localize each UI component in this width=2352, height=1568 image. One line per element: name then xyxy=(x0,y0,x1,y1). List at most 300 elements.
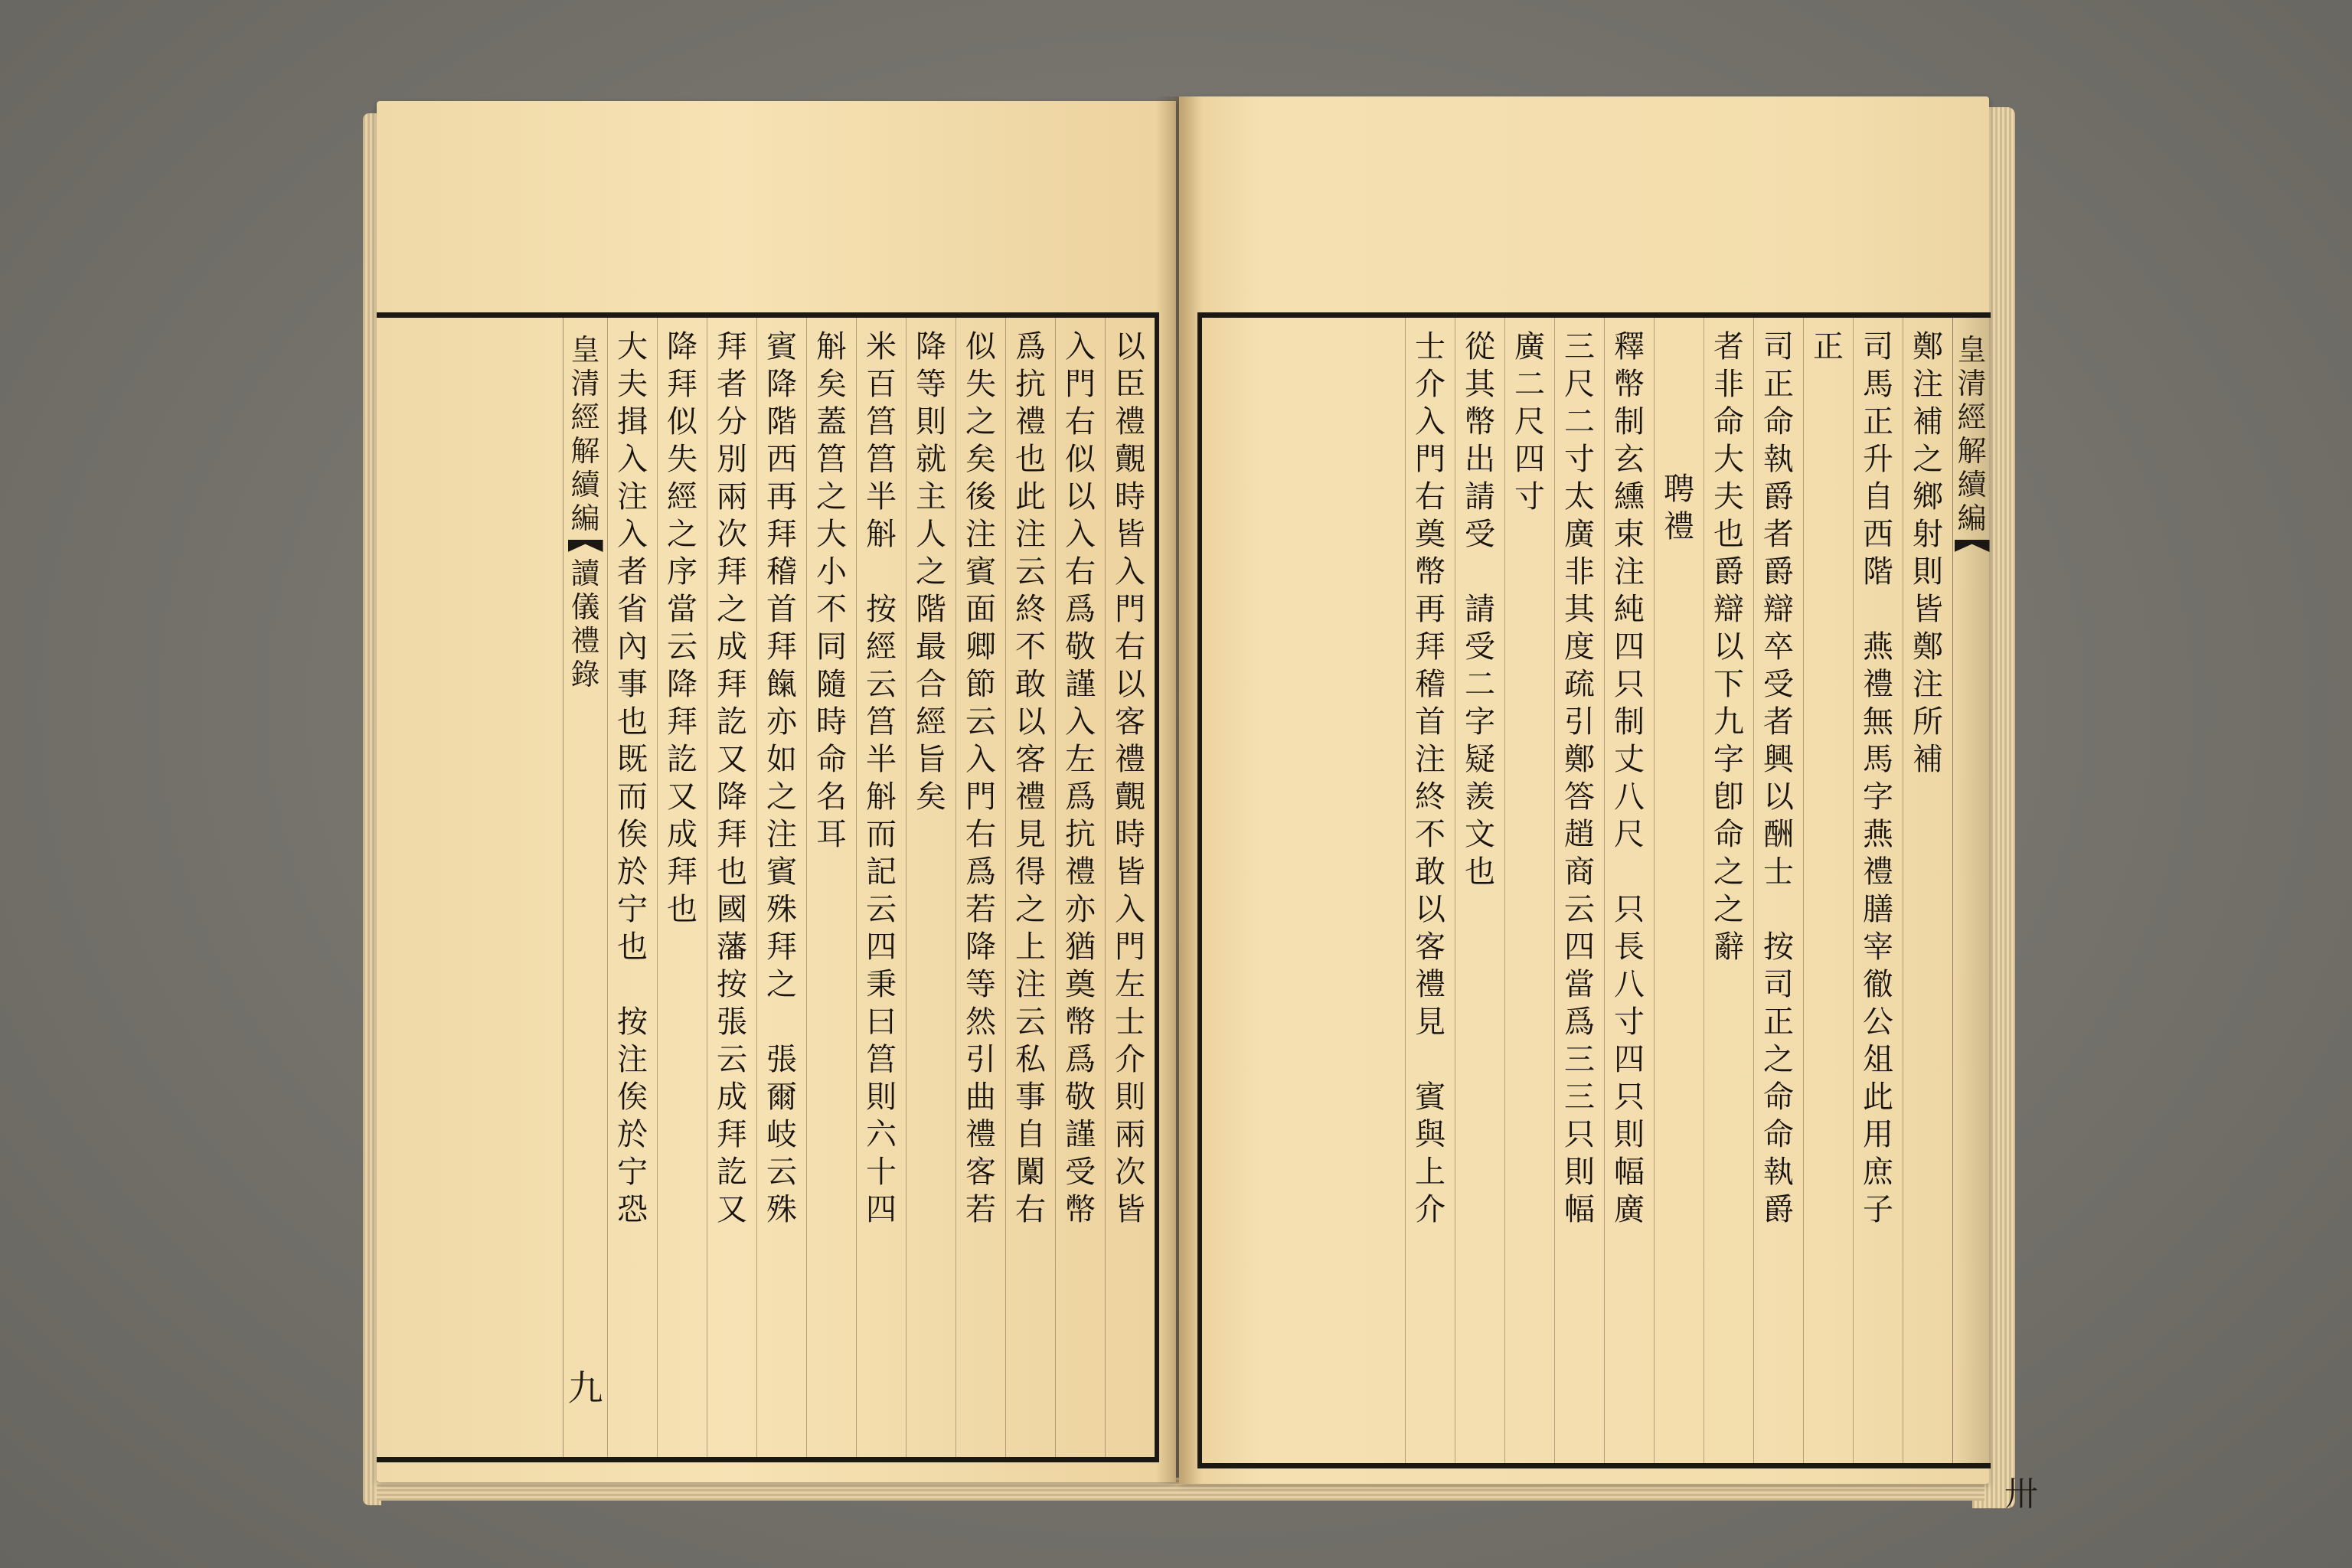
fishtail-mark-icon xyxy=(568,540,603,552)
text-char: 抗 xyxy=(1065,817,1096,852)
text-char: 再 xyxy=(766,479,797,514)
text-char: 成 xyxy=(717,629,747,665)
text-char: 似 xyxy=(1065,442,1096,477)
text-char: 出 xyxy=(1465,442,1495,477)
text-char: 六 xyxy=(866,1117,897,1152)
text-char: 士 xyxy=(1115,1004,1145,1040)
text-char: 敢 xyxy=(1415,854,1446,890)
text-char: 客 xyxy=(965,1155,996,1190)
text-char: 見 xyxy=(1015,817,1046,852)
text-char: 拜 xyxy=(667,854,697,890)
text-char: 耳 xyxy=(816,817,847,852)
text-char: 四 xyxy=(866,1192,897,1227)
text-char: 禮 xyxy=(1015,404,1046,439)
banner-title-char: 編 xyxy=(1957,501,1987,535)
text-char: 拜 xyxy=(667,704,697,740)
text-char: 拜 xyxy=(766,517,797,552)
text-char: 介 xyxy=(1415,1192,1446,1227)
text-char: 以 xyxy=(1763,779,1794,815)
text-char: 束 xyxy=(1614,517,1645,552)
text-char: 旨 xyxy=(916,742,946,777)
text-char: 之 xyxy=(1015,892,1046,927)
text-char: 宰 xyxy=(1863,929,1893,965)
text-char: 士 xyxy=(1415,329,1446,364)
text-char: 字 xyxy=(1713,742,1744,777)
text-char: 幣 xyxy=(1415,554,1446,590)
text-char: 左 xyxy=(1115,967,1145,1002)
text-char: 司 xyxy=(1863,329,1893,364)
text-char: 當 xyxy=(667,592,697,627)
text-char: 射 xyxy=(1913,517,1943,552)
text-char: 亦 xyxy=(1065,892,1096,927)
text-char: 廣 xyxy=(1564,517,1595,552)
text-char: 訖 xyxy=(717,1155,747,1190)
text-char: 次 xyxy=(1115,1155,1145,1190)
text-char: 辯 xyxy=(1763,592,1794,627)
text-char xyxy=(608,966,657,1004)
text-char: 賓 xyxy=(766,854,797,890)
text-char: 次 xyxy=(717,517,747,552)
text-char: 後 xyxy=(965,479,996,514)
text-char: 內 xyxy=(617,629,648,665)
text-char: 酬 xyxy=(1763,817,1794,852)
text-char: 拜 xyxy=(766,629,797,665)
text-char: 注 xyxy=(1913,667,1943,702)
text-char: 入 xyxy=(1115,892,1145,927)
text-char: 階 xyxy=(766,404,797,439)
text-char: 云 xyxy=(667,629,697,665)
text-char xyxy=(857,554,906,591)
text-char: 殊 xyxy=(766,892,797,927)
text-char: 記 xyxy=(866,854,897,890)
text-char xyxy=(1854,591,1903,629)
text-char: 寸 xyxy=(1564,442,1595,477)
text-char: 十 xyxy=(866,1155,897,1190)
text-char: 覿 xyxy=(1115,779,1145,815)
text-char: 門 xyxy=(1115,592,1145,627)
text-char: 四 xyxy=(1514,442,1545,477)
text-char: 降 xyxy=(916,329,946,364)
text-char: 名 xyxy=(816,779,847,815)
text-char: 注 xyxy=(1614,554,1645,590)
text-char: 不 xyxy=(1015,629,1046,665)
text-char: 注 xyxy=(1913,367,1943,402)
text-column xyxy=(1853,318,1903,1463)
text-char: 執 xyxy=(1763,442,1794,477)
text-column xyxy=(607,318,657,1457)
text-char: 也 xyxy=(667,892,697,927)
left-text-frame xyxy=(377,312,1159,1462)
text-column xyxy=(956,318,1005,1457)
text-char: 云 xyxy=(1564,892,1595,927)
text-char: 上 xyxy=(1015,929,1046,965)
text-char: 門 xyxy=(1065,367,1096,402)
text-char: 制 xyxy=(1614,704,1645,740)
text-char: 拜 xyxy=(717,329,747,364)
text-char: 引 xyxy=(1564,704,1595,740)
text-char: 三 xyxy=(1564,1042,1595,1077)
text-char: 幅 xyxy=(1564,1192,1595,1227)
text-char: 升 xyxy=(1863,442,1893,477)
text-char: 庶 xyxy=(1863,1155,1893,1190)
text-char: 鄉 xyxy=(1913,479,1943,514)
text-char: 得 xyxy=(1015,854,1046,890)
text-char: 廣 xyxy=(1614,1192,1645,1227)
text-char: 司 xyxy=(1763,329,1794,364)
text-column xyxy=(1455,318,1504,1463)
banner-title-char: 經 xyxy=(1957,400,1987,434)
banner-section-char: 讀 xyxy=(570,557,600,590)
text-char: 兩 xyxy=(717,479,747,514)
banner-title-char: 解 xyxy=(570,434,600,468)
text-char: 文 xyxy=(1465,817,1495,852)
text-char: 也 xyxy=(617,704,648,740)
text-char: 入 xyxy=(965,742,996,777)
text-char: 成 xyxy=(667,817,697,852)
text-char: 門 xyxy=(965,779,996,815)
text-char: 者 xyxy=(1763,704,1794,740)
text-char: 張 xyxy=(717,1004,747,1040)
text-char: 俎 xyxy=(1863,1042,1893,1077)
text-char: 曰 xyxy=(866,1004,897,1040)
text-char: 公 xyxy=(1863,1004,1893,1040)
text-char: 疑 xyxy=(1465,742,1495,777)
text-char: 執 xyxy=(1763,1155,1794,1190)
text-char: 賓 xyxy=(1415,1080,1446,1115)
text-char: 爲 xyxy=(1065,592,1096,627)
text-char: 覿 xyxy=(1115,442,1145,477)
text-char: 拜 xyxy=(766,929,797,965)
text-char: 聘 xyxy=(1664,472,1694,507)
text-char: 米 xyxy=(866,329,897,364)
text-char: 四 xyxy=(1614,1042,1645,1077)
text-char: 若 xyxy=(965,1192,996,1227)
text-char: 禮 xyxy=(965,1117,996,1152)
text-char: 訖 xyxy=(667,742,697,777)
text-char: 云 xyxy=(766,1155,797,1190)
text-char: 士 xyxy=(1763,854,1794,890)
text-char: 拜 xyxy=(717,554,747,590)
text-char: 又 xyxy=(717,1192,747,1227)
text-char: 太 xyxy=(1564,479,1595,514)
text-char: 之 xyxy=(1713,854,1744,890)
text-char: 釋 xyxy=(1614,329,1645,364)
text-char: 拜 xyxy=(717,1117,747,1152)
text-char: 子 xyxy=(1863,1192,1893,1227)
text-char: 筥 xyxy=(866,404,897,439)
text-char: 者 xyxy=(617,554,648,590)
text-char: 介 xyxy=(1415,367,1446,402)
text-char: 合 xyxy=(916,667,946,702)
text-char: 趙 xyxy=(1564,817,1595,852)
text-char: 注 xyxy=(617,1042,648,1077)
text-char: 只 xyxy=(1614,1080,1645,1115)
text-char: 於 xyxy=(617,854,648,890)
text-char: 廣 xyxy=(1514,329,1545,364)
text-char: 序 xyxy=(667,554,697,590)
text-char: 客 xyxy=(1415,929,1446,965)
text-char: 當 xyxy=(1564,967,1595,1002)
text-char: 羨 xyxy=(1465,779,1495,815)
text-char: 注 xyxy=(965,517,996,552)
text-char: 則 xyxy=(1913,554,1943,590)
text-column xyxy=(1504,318,1554,1463)
text-char: 若 xyxy=(965,892,996,927)
book-gutter xyxy=(1156,96,1202,1484)
text-char: 禮 xyxy=(1664,509,1694,544)
text-char: 四 xyxy=(1564,929,1595,965)
text-column xyxy=(1753,318,1803,1463)
text-char: 既 xyxy=(617,742,648,777)
text-char: 其 xyxy=(1564,592,1595,627)
text-char: 二 xyxy=(1564,404,1595,439)
text-column xyxy=(1554,318,1604,1463)
text-char: 兩 xyxy=(1115,1117,1145,1152)
text-char: 又 xyxy=(717,742,747,777)
text-char: 者 xyxy=(1763,517,1794,552)
text-char: 降 xyxy=(667,667,697,702)
text-char: 見 xyxy=(1415,1004,1446,1040)
text-char: 受 xyxy=(1465,629,1495,665)
text-char: 大 xyxy=(1713,442,1744,477)
text-char: 於 xyxy=(617,1117,648,1152)
text-char: 半 xyxy=(866,479,897,514)
text-char: 入 xyxy=(1415,404,1446,439)
text-char: 卽 xyxy=(1713,779,1744,815)
text-char: 注 xyxy=(1015,967,1046,1002)
text-char: 燕 xyxy=(1863,817,1893,852)
text-char: 按 xyxy=(617,1004,648,1040)
text-char: 也 xyxy=(717,854,747,890)
text-char: 丈 xyxy=(1614,742,1645,777)
text-char: 拜 xyxy=(1415,629,1446,665)
text-char: 入 xyxy=(1065,517,1096,552)
text-char: 揖 xyxy=(617,404,648,439)
text-char: 爲 xyxy=(1065,1042,1096,1077)
text-char: 按 xyxy=(866,592,897,627)
text-char: 百 xyxy=(866,367,897,402)
text-char: 禮 xyxy=(1115,742,1145,777)
text-char: 以 xyxy=(1115,329,1145,364)
text-char: 降 xyxy=(965,929,996,965)
text-char: 筥 xyxy=(866,442,897,477)
banner-section-char: 禮 xyxy=(570,624,600,658)
text-char: 階 xyxy=(916,592,946,627)
text-column xyxy=(707,318,756,1457)
text-char: 徹 xyxy=(1863,967,1893,1002)
text-char: 禮 xyxy=(1863,854,1893,890)
text-char: 自 xyxy=(1015,1117,1046,1152)
text-char: 九 xyxy=(1713,704,1744,740)
text-char: 皆 xyxy=(1115,517,1145,552)
text-char: 入 xyxy=(1065,704,1096,740)
text-char: 命 xyxy=(1763,1117,1794,1152)
text-char: 興 xyxy=(1763,742,1794,777)
text-char: 再 xyxy=(1415,592,1446,627)
banner-title-char: 解 xyxy=(1957,434,1987,468)
text-column xyxy=(1704,318,1753,1463)
text-char: 賓 xyxy=(766,329,797,364)
text-char: 恐 xyxy=(617,1192,648,1227)
text-char: 人 xyxy=(916,517,946,552)
text-char: 纁 xyxy=(1614,479,1645,514)
text-char: 按 xyxy=(717,967,747,1002)
text-char: 降 xyxy=(766,367,797,402)
text-char: 皆 xyxy=(1115,854,1145,890)
text-char: 而 xyxy=(866,817,897,852)
text-char: 馬 xyxy=(1863,367,1893,402)
text-char: 只 xyxy=(1614,667,1645,702)
text-char: 筥 xyxy=(866,1042,897,1077)
text-column xyxy=(756,318,806,1457)
page-number: 九 xyxy=(567,1367,603,1409)
text-char: 命 xyxy=(1713,404,1744,439)
text-char: 皆 xyxy=(1115,1192,1145,1227)
text-char: 八 xyxy=(1614,967,1645,1002)
text-char: 制 xyxy=(1614,404,1645,439)
text-column xyxy=(906,318,956,1457)
text-char: 馬 xyxy=(1863,742,1893,777)
text-char: 之 xyxy=(717,592,747,627)
text-char: 之 xyxy=(1763,1042,1794,1077)
text-char: 闑 xyxy=(1015,1155,1046,1190)
text-column xyxy=(1405,318,1455,1463)
text-char: 之 xyxy=(766,967,797,1002)
text-char: 非 xyxy=(1564,554,1595,590)
banner-title-char: 續 xyxy=(570,468,600,501)
page-banner xyxy=(563,318,607,1457)
text-char: 斛 xyxy=(816,329,847,364)
text-char: 矣 xyxy=(965,442,996,477)
text-char: 之 xyxy=(816,479,847,514)
text-char: 夫 xyxy=(617,367,648,402)
text-char: 分 xyxy=(717,404,747,439)
text-char: 燕 xyxy=(1863,629,1893,665)
text-column xyxy=(1803,318,1853,1463)
text-char: 商 xyxy=(1564,854,1595,890)
text-char: 餼 xyxy=(766,667,797,702)
text-char: 首 xyxy=(766,592,797,627)
text-char: 稽 xyxy=(766,554,797,590)
text-char: 同 xyxy=(816,629,847,665)
text-char: 右 xyxy=(1065,554,1096,590)
text-char xyxy=(757,1004,806,1041)
text-char: 謹 xyxy=(1065,1117,1096,1152)
text-char: 也 xyxy=(1465,854,1495,890)
text-char: 宁 xyxy=(617,1155,648,1190)
text-char: 別 xyxy=(717,442,747,477)
text-char: 幣 xyxy=(1465,404,1495,439)
text-char: 張 xyxy=(766,1042,797,1077)
text-char: 奠 xyxy=(1065,967,1096,1002)
text-char: 者 xyxy=(1713,329,1744,364)
text-char: 敢 xyxy=(1015,667,1046,702)
text-char: 藩 xyxy=(717,929,747,965)
text-char: 則 xyxy=(1614,1117,1645,1152)
right-text-frame xyxy=(1197,312,2038,1514)
text-char: 鄭 xyxy=(1564,742,1595,777)
text-char: 云 xyxy=(717,1042,747,1077)
text-char: 臣 xyxy=(1115,367,1145,402)
text-char: 私 xyxy=(1015,1042,1046,1077)
text-char: 斛 xyxy=(866,779,897,815)
text-char: 辯 xyxy=(1713,592,1744,627)
text-char: 曲 xyxy=(965,1080,996,1115)
text-char: 寸 xyxy=(1514,479,1545,514)
text-char: 終 xyxy=(1415,779,1446,815)
text-char: 則 xyxy=(1115,1080,1145,1115)
banner-title-char: 清 xyxy=(1957,367,1987,400)
text-char: 蓋 xyxy=(816,404,847,439)
text-char: 右 xyxy=(1415,479,1446,514)
text-char: 又 xyxy=(667,779,697,815)
text-char: 入 xyxy=(617,442,648,477)
text-char: 經 xyxy=(866,629,897,665)
text-char: 以 xyxy=(1065,479,1096,514)
text-char: 注 xyxy=(1415,742,1446,777)
text-char: 經 xyxy=(667,479,697,514)
text-char: 只 xyxy=(1614,892,1645,927)
text-char: 大 xyxy=(816,517,847,552)
text-char: 失 xyxy=(667,442,697,477)
text-char: 疏 xyxy=(1564,667,1595,702)
text-char: 非 xyxy=(1713,367,1744,402)
right-text-columns xyxy=(1405,318,1991,1463)
text-char: 爲 xyxy=(1065,779,1096,815)
text-char: 字 xyxy=(1863,779,1893,815)
text-char: 大 xyxy=(617,329,648,364)
text-char: 西 xyxy=(1863,517,1893,552)
text-char: 以 xyxy=(1015,704,1046,740)
text-char: 入 xyxy=(1065,329,1096,364)
text-char: 抗 xyxy=(1015,367,1046,402)
banner-title-char: 續 xyxy=(1957,468,1987,501)
text-char: 此 xyxy=(1015,479,1046,514)
text-column xyxy=(856,318,906,1457)
text-char: 八 xyxy=(1614,779,1645,815)
text-char: 門 xyxy=(1415,442,1446,477)
text-char: 用 xyxy=(1863,1117,1893,1152)
text-char: 筥 xyxy=(816,442,847,477)
text-char: 引 xyxy=(965,1042,996,1077)
text-char: 之 xyxy=(965,404,996,439)
text-char: 客 xyxy=(1015,742,1046,777)
banner-title-char: 皇 xyxy=(1957,333,1987,367)
text-char: 爵 xyxy=(1763,1192,1794,1227)
text-char: 只 xyxy=(1564,1117,1595,1152)
text-char: 注 xyxy=(1015,517,1046,552)
text-char: 敬 xyxy=(1065,629,1096,665)
text-char: 半 xyxy=(866,742,897,777)
text-char: 筥 xyxy=(866,704,897,740)
text-char: 似 xyxy=(965,329,996,364)
text-char: 云 xyxy=(866,667,897,702)
text-char: 命 xyxy=(816,742,847,777)
text-char: 之 xyxy=(916,554,946,590)
text-char: 入 xyxy=(1115,554,1145,590)
text-char: 右 xyxy=(965,817,996,852)
banner-section-char: 儀 xyxy=(570,590,600,624)
text-char: 三 xyxy=(1564,1080,1595,1115)
text-char xyxy=(1455,554,1504,591)
text-char: 爲 xyxy=(965,854,996,890)
banner-section-char: 錄 xyxy=(570,658,600,691)
text-char: 字 xyxy=(1465,704,1495,740)
text-char: 等 xyxy=(965,967,996,1002)
text-char: 事 xyxy=(1015,1080,1046,1115)
text-char: 云 xyxy=(965,704,996,740)
text-char: 卿 xyxy=(965,629,996,665)
